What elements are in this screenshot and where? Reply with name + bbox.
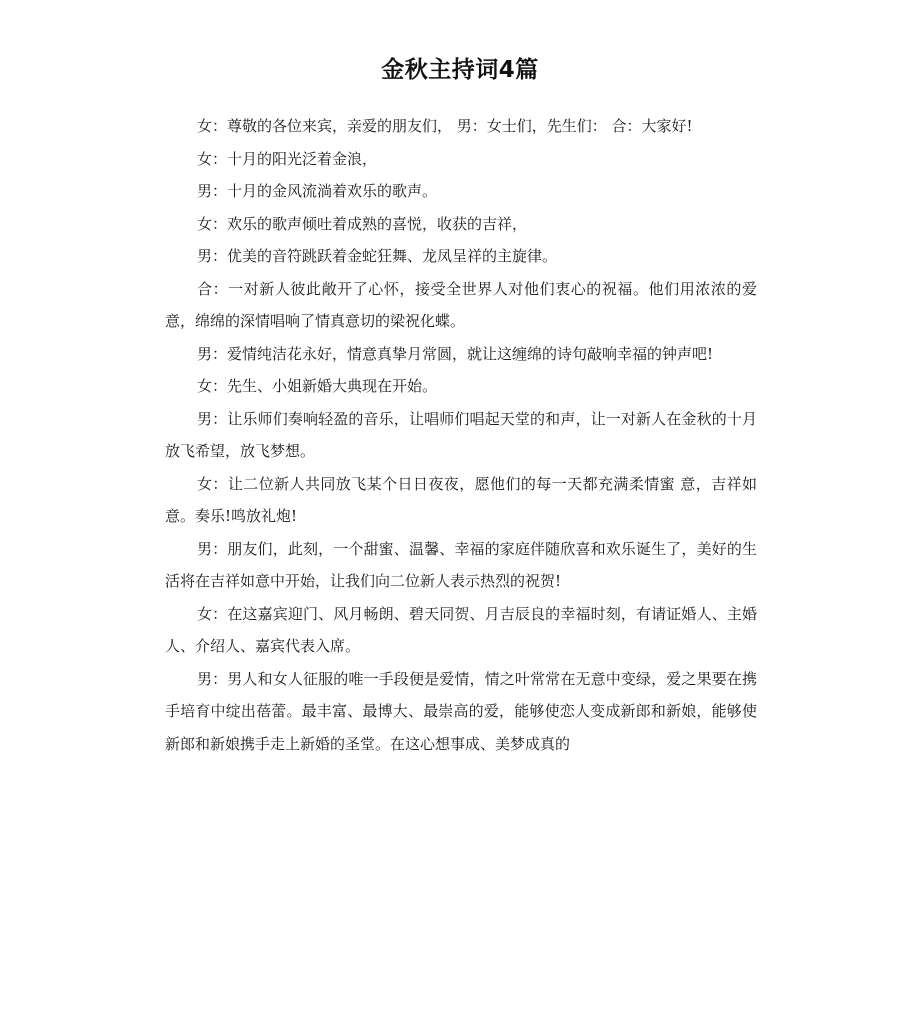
- paragraph-6: 合：一对新人彼此敞开了心怀，接受全世界人对他们衷心的祝福。他们用浓浓的爱意，绵绵的深情唱响了情真意切的梁祝化蝶。: [165, 279, 757, 330]
- paragraph-3: 男：十月的金风流淌着欢乐的歌声。: [197, 182, 438, 200]
- paragraph-2: 女：十月的阳光泛着金浪，: [197, 149, 378, 168]
- paragraph-9: 男：让乐师们奏响轻盈的音乐，让唱师们唱起天堂的和声，让一对新人在金秋的十月放飞希望，放飞梦想。: [165, 409, 757, 460]
- paragraph-10: 女：让二位新人共同放飞某个日日夜夜，愿他们的每一天都充满柔情蜜 意，吉祥如意。奏乐!鸣放礼炮!: [165, 474, 757, 525]
- paragraph-5: 男：优美的音符跳跃着金蛇狂舞、龙凤呈祥的主旋律。: [197, 247, 558, 265]
- paragraph-8: 女：先生、小姐新婚大典现在开始。: [197, 377, 438, 395]
- paragraph-4: 女：欢乐的歌声倾吐着成熟的喜悦，收获的吉祥，: [197, 214, 528, 233]
- document-body: [165, 110, 757, 760]
- paragraph-7: 男：爱情纯洁花永好，情意真挚月常圆，就让这缠绵的诗句敲响幸福的钟声吧!: [197, 344, 714, 363]
- paragraph-1: 女：尊敬的各位来宾，亲爱的朋友们， 男：女士们，先生们： 合：大家好!: [197, 117, 693, 135]
- paragraph-11: 男：朋友们，此刻，一个甜蜜、温馨、幸福的家庭伴随欣喜和欢乐诞生了，美好的生活将在吉祥如意中开始，让我们向二位新人表示热烈的祝贺!: [165, 539, 757, 590]
- paragraph-12: 女：在这嘉宾迎门、风月畅朗、碧天同贺、月吉辰良的幸福时刻，有请证婚人、主婚人、介绍人、嘉宾代表入席。: [165, 604, 757, 655]
- paragraph-13: 男：男人和女人征服的唯一手段便是爱情，情之叶常常在无意中变绿，爱之果要在携手培育中绽出蓓蕾。最丰富、最博大、最崇高的爱，能够使恋人变成新郎和新娘，能够使新郎和新娘携手走上新婚的圣堂。在这心想事成、美梦成真的: [165, 669, 757, 753]
- document-title: 金秋主持词4篇: [381, 57, 539, 83]
